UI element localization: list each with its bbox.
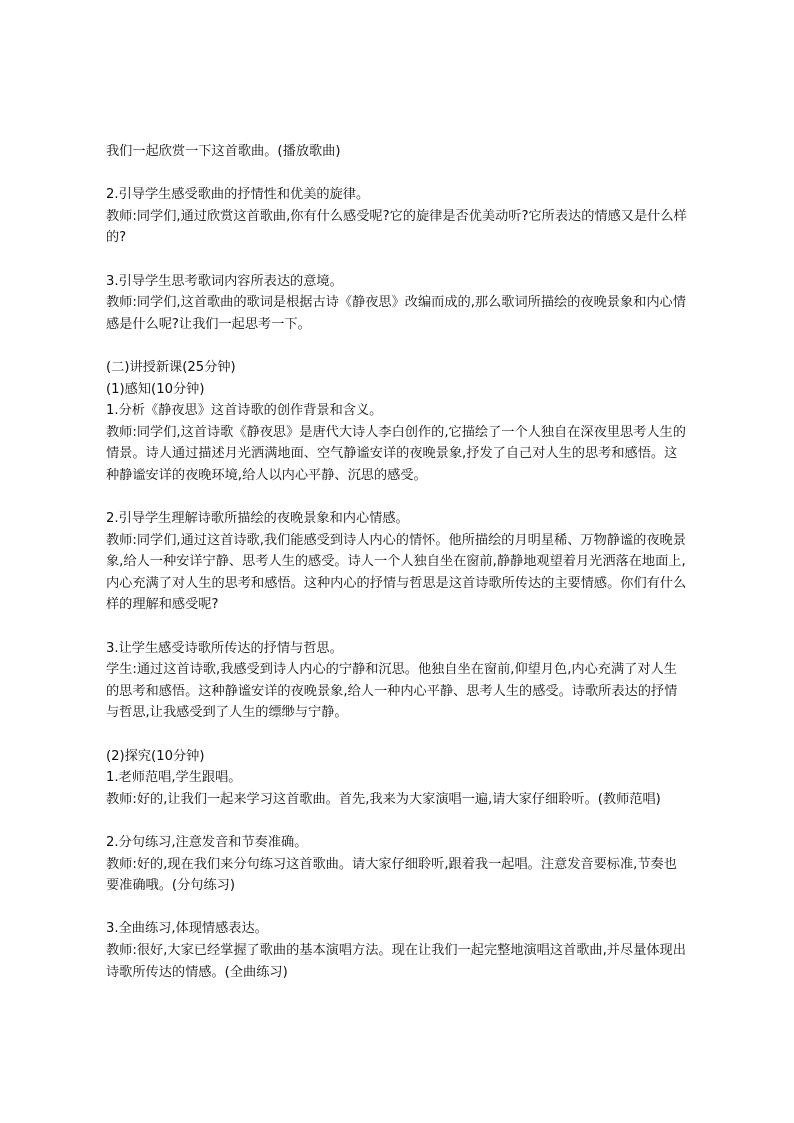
step-heading: 3.让学生感受诗歌所传达的抒情与哲思。 bbox=[106, 640, 343, 656]
step-heading: 1.分析《静夜思》这首诗歌的创作背景和含义。 bbox=[106, 403, 383, 419]
subsection-heading: (1)感知(10分钟) bbox=[106, 381, 205, 397]
step-heading: 1.老师范唱,学生跟唱。 bbox=[106, 770, 242, 786]
section-heading: (二)讲授新课(25分钟) bbox=[106, 359, 236, 375]
step-heading: 2.分句练习,注意发音和节奏准确。 bbox=[106, 835, 308, 850]
step-heading: 3.全曲练习,体现情感表达。 bbox=[106, 921, 268, 937]
intro-paragraph: 我们一起欣赏一下这首歌曲。(播放歌曲) bbox=[106, 144, 341, 159]
step-paragraph: 教师:同学们,这首诗歌《静夜思》是唐代大诗人李白创作的,它描绘了一个人独自在深夜里思考人生的情景。诗人通过描述月光洒满地面、空气静谧安详的夜晚景象,抒发了自己对人生的思考和感悟。这种静谧安详的夜晚环境,给人以内心平静、沉思的感受。 bbox=[106, 424, 686, 483]
document-body bbox=[106, 141, 690, 983]
step-paragraph: 教师:同学们,这首歌曲的歌词是根据古诗《静夜思》改编而成的,那么歌词所描绘的夜晚景象和内心情感是什么呢?让我们一起思考一下。 bbox=[106, 295, 686, 332]
step-paragraph: 教师:很好,大家已经掌握了歌曲的基本演唱方法。现在让我们一起完整地演唱这首歌曲,并尽量体现出诗歌所传达的情感。(全曲练习) bbox=[106, 942, 686, 980]
step-paragraph: 教师:同学们,通过欣赏这首歌曲,你有什么感受呢?它的旋律是否优美动听?它所表达的情感又是什么样的? bbox=[106, 208, 687, 246]
step-paragraph: 教师:好的,现在我们来分句练习这首歌曲。请大家仔细聆听,跟着我一起唱。注意发音要标准,节奏也要准确哦。(分句练习) bbox=[106, 856, 677, 894]
step-heading: 2.引导学生理解诗歌所描绘的夜晚景象和内心情感。 bbox=[106, 511, 409, 527]
step-paragraph: 教师:好的,让我们一起来学习这首歌曲。首先,我来为大家演唱一遍,请大家仔细聆听。(教师范唱) bbox=[106, 791, 661, 807]
step-paragraph: 学生:通过这首诗歌,我感受到诗人内心的宁静和沉思。他独自坐在窗前,仰望月色,内心充满了对人生的思考和感悟。这种静谧安详的夜晚景象,给人一种内心平静、思考人生的感受。诗歌所表达的抒情与哲思,让我感受到了人生的缥缈与宁静。 bbox=[106, 662, 678, 721]
subsection-heading: (2)探究(10分钟) bbox=[106, 748, 205, 764]
step-paragraph: 教师:同学们,通过这首诗歌,我们能感受到诗人内心的情怀。他所描绘的月明星稀、万物静谧的夜晚景象,给人一种安详宁静、思考人生的感受。诗人一个人独自坐在窗前,静静地观望着月光洒落在地面上,内心充满了对人生的思考和感悟。这种内心的抒情与哲思是这首诗歌所传达的主要情感。你们有什么样的理解和感受呢? bbox=[106, 532, 687, 613]
step-heading: 3.引导学生思考歌词内容所表达的意境。 bbox=[106, 273, 343, 289]
step-heading: 2.引导学生感受歌曲的抒情性和优美的旋律。 bbox=[106, 187, 370, 203]
